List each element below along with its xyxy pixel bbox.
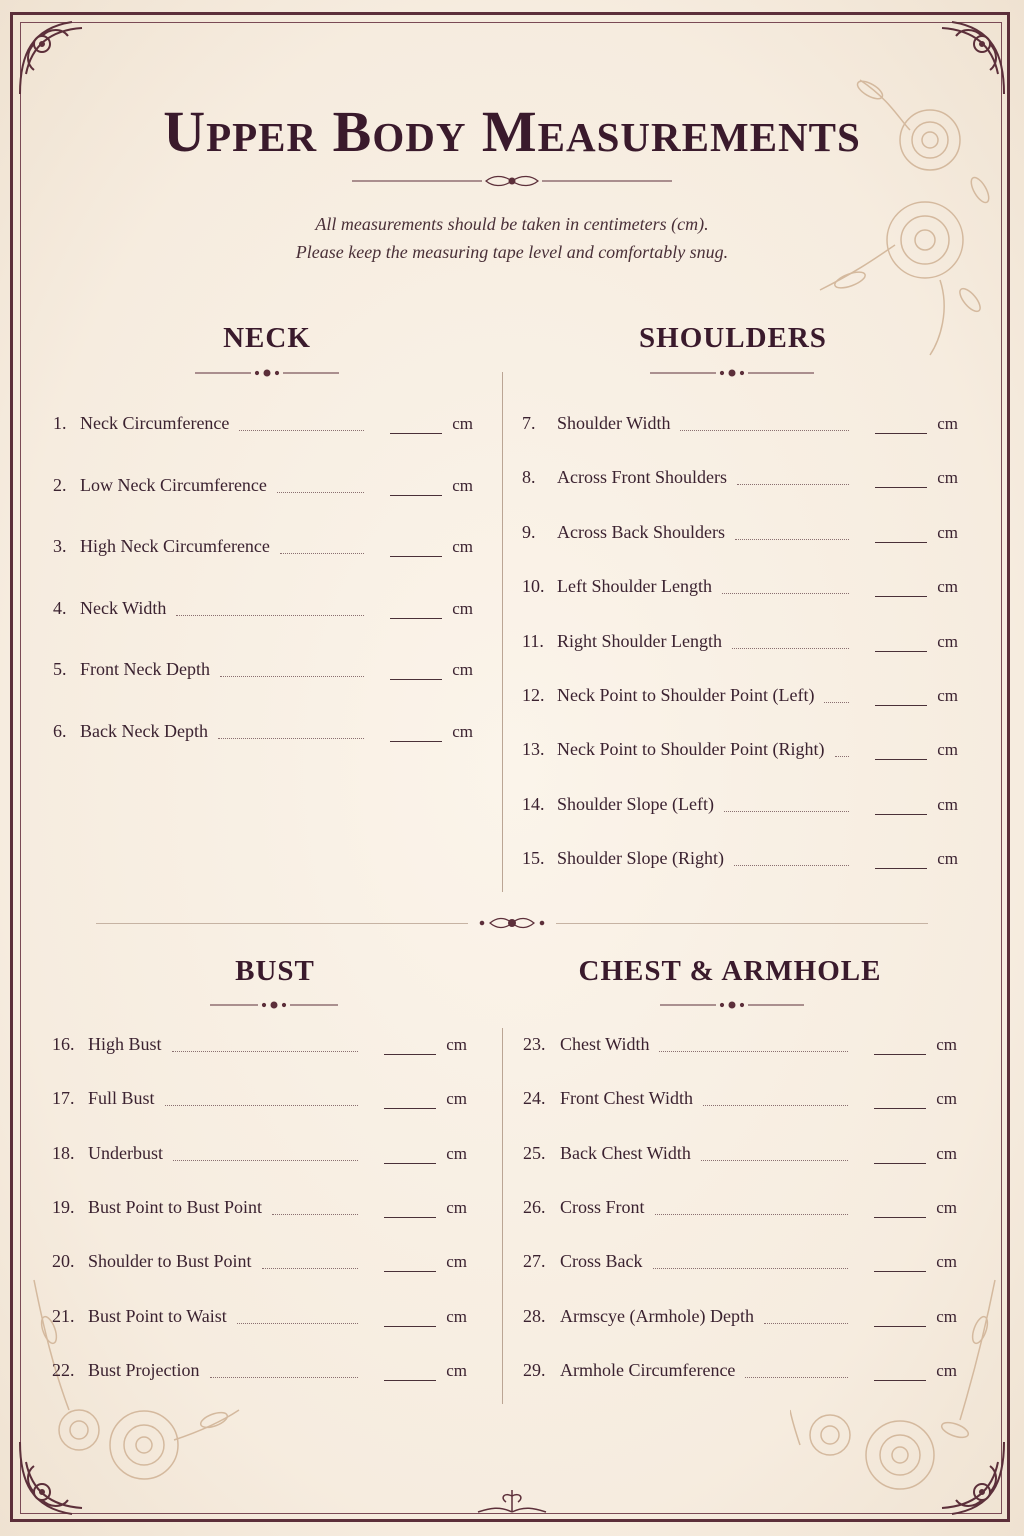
measurement-label: Across Back Shoulders (557, 522, 725, 542)
dot-leader (277, 491, 364, 493)
measurement-input-line[interactable] (384, 1107, 436, 1109)
dot-leader (745, 1376, 848, 1378)
measurement-input-line[interactable] (384, 1216, 436, 1218)
measurement-input-line[interactable] (390, 678, 442, 680)
measurement-row (523, 1197, 957, 1221)
measurement-row (523, 1360, 957, 1384)
divider-ornament-icon (474, 913, 550, 933)
measurement-input-line[interactable] (384, 1270, 436, 1272)
measurement-label: Low Neck Circumference (80, 475, 267, 495)
measurement-row (522, 685, 958, 709)
measurement-number: 3. (53, 536, 67, 556)
measurement-input-line[interactable] (390, 617, 442, 619)
measurement-number: 18. (52, 1143, 75, 1163)
measurement-input-line[interactable] (875, 486, 927, 488)
measurement-label: Armscye (Armhole) Depth (560, 1306, 754, 1326)
dot-leader (653, 1267, 849, 1269)
measurement-input-line[interactable] (384, 1162, 436, 1164)
measurement-input-line[interactable] (875, 541, 927, 543)
measurement-row (53, 536, 473, 560)
dot-leader (272, 1213, 358, 1215)
dot-leader (220, 675, 364, 677)
divider-ornament-icon (210, 998, 338, 1012)
measurement-row (52, 1197, 467, 1221)
measurement-number: 11. (522, 631, 544, 651)
measurement-number: 28. (523, 1306, 546, 1326)
unit-label: cm (937, 740, 958, 759)
measurement-label: High Neck Circumference (80, 536, 270, 556)
unit-label: cm (452, 722, 473, 741)
dot-leader (237, 1322, 358, 1324)
measurement-label: Shoulder Slope (Left) (557, 794, 714, 814)
divider-ornament-icon (470, 1486, 554, 1516)
measurement-input-line[interactable] (875, 758, 927, 760)
measurement-number: 21. (52, 1306, 75, 1326)
measurement-label: Neck Circumference (80, 413, 230, 433)
measurement-input-line[interactable] (875, 867, 927, 869)
dot-leader (724, 810, 849, 812)
divider-ornament-icon (352, 172, 672, 190)
dot-leader (172, 1050, 359, 1052)
dot-leader (165, 1104, 359, 1106)
measurement-number: 14. (522, 794, 545, 814)
measurement-row (522, 794, 958, 818)
measurement-row (522, 576, 958, 600)
measurement-label: Chest Width (560, 1034, 650, 1054)
unit-label: cm (446, 1361, 467, 1380)
measurement-number: 26. (523, 1197, 546, 1217)
measurement-row (522, 522, 958, 546)
dot-leader (680, 429, 849, 431)
dot-leader (737, 483, 849, 485)
dot-leader (280, 552, 364, 554)
measurement-number: 27. (523, 1251, 546, 1271)
unit-label: cm (446, 1252, 467, 1271)
unit-label: cm (937, 523, 958, 542)
measurement-row (522, 413, 958, 437)
measurement-row (523, 1143, 957, 1167)
unit-label: cm (446, 1307, 467, 1326)
measurement-number: 23. (523, 1034, 546, 1054)
measurement-row (523, 1034, 957, 1058)
dot-leader (210, 1376, 359, 1378)
measurement-input-line[interactable] (384, 1053, 436, 1055)
section-title-bust: BUST (235, 955, 315, 987)
measurement-input-line[interactable] (384, 1325, 436, 1327)
unit-label: cm (452, 599, 473, 618)
measurement-input-line[interactable] (875, 595, 927, 597)
measurement-number: 5. (53, 659, 67, 679)
measurement-row (52, 1088, 467, 1112)
measurement-number: 13. (522, 739, 545, 759)
measurement-input-line[interactable] (875, 704, 927, 706)
unit-label: cm (446, 1035, 467, 1054)
unit-label: cm (937, 468, 958, 487)
column-divider (502, 1028, 503, 1404)
dot-leader (262, 1267, 359, 1269)
measurement-row (52, 1306, 467, 1330)
measurement-label: Neck Point to Shoulder Point (Left) (557, 685, 815, 705)
measurement-row (522, 848, 958, 872)
section-title-neck: NECK (223, 322, 311, 354)
measurement-label: High Bust (88, 1034, 162, 1054)
measurement-number: 7. (522, 413, 536, 433)
unit-label: cm (936, 1252, 957, 1271)
dot-leader (659, 1050, 848, 1052)
measurement-label: Bust Projection (88, 1360, 200, 1380)
measurement-label: Back Chest Width (560, 1143, 691, 1163)
measurement-row (522, 739, 958, 763)
divider-ornament-icon (195, 366, 339, 380)
unit-label: cm (936, 1089, 957, 1108)
section-divider (556, 923, 928, 924)
measurement-row (52, 1251, 467, 1275)
dot-leader (734, 864, 849, 866)
measurement-label: Shoulder Width (557, 413, 671, 433)
measurement-row (523, 1306, 957, 1330)
measurement-number: 10. (522, 576, 545, 596)
measurement-label: Back Neck Depth (80, 721, 208, 741)
unit-label: cm (936, 1307, 957, 1326)
dot-leader (239, 429, 364, 431)
measurement-input-line[interactable] (875, 650, 927, 652)
measurement-number: 4. (53, 598, 67, 618)
dot-leader (173, 1159, 358, 1161)
measurement-input-line[interactable] (875, 432, 927, 434)
unit-label: cm (937, 414, 958, 433)
unit-label: cm (937, 849, 958, 868)
page-title: Upper Body Measurements (163, 99, 861, 164)
dot-leader (703, 1104, 848, 1106)
measurement-label: Front Neck Depth (80, 659, 210, 679)
measurement-input-line[interactable] (390, 555, 442, 557)
measurement-number: 24. (523, 1088, 546, 1108)
section-divider (96, 923, 468, 924)
measurement-input-line[interactable] (874, 1325, 926, 1327)
measurement-label: Front Chest Width (560, 1088, 693, 1108)
unit-label: cm (446, 1144, 467, 1163)
unit-label: cm (937, 795, 958, 814)
instructions (0, 210, 1024, 266)
measurement-number: 29. (523, 1360, 546, 1380)
measurement-input-line[interactable] (390, 740, 442, 742)
unit-label: cm (937, 632, 958, 651)
measurement-number: 1. (53, 413, 67, 433)
measurement-input-line[interactable] (874, 1379, 926, 1381)
measurement-number: 22. (52, 1360, 75, 1380)
section-title-shoulders: SHOULDERS (639, 322, 827, 354)
measurement-input-line[interactable] (390, 432, 442, 434)
measurement-number: 15. (522, 848, 545, 868)
measurement-label: Left Shoulder Length (557, 576, 712, 596)
measurement-input-line[interactable] (384, 1379, 436, 1381)
measurement-label: Shoulder to Bust Point (88, 1251, 252, 1271)
dot-leader (735, 538, 849, 540)
dot-leader (655, 1213, 849, 1215)
unit-label: cm (936, 1144, 957, 1163)
measurement-number: 25. (523, 1143, 546, 1163)
unit-label: cm (452, 414, 473, 433)
measurement-row (523, 1088, 957, 1112)
measurement-label: Right Shoulder Length (557, 631, 722, 651)
measurement-row (523, 1251, 957, 1275)
unit-label: cm (446, 1089, 467, 1108)
dot-leader (701, 1159, 848, 1161)
measurement-row (53, 598, 473, 622)
floral-ornament-icon (800, 40, 1000, 360)
measurement-label: Armhole Circumference (560, 1360, 736, 1380)
dot-leader (722, 592, 849, 594)
measurement-label: Across Front Shoulders (557, 467, 727, 487)
measurement-row (522, 631, 958, 655)
measurement-input-line[interactable] (874, 1270, 926, 1272)
measurement-label: Underbust (88, 1143, 163, 1163)
dot-leader (732, 647, 849, 649)
dot-leader (218, 737, 364, 739)
measurement-input-line[interactable] (874, 1053, 926, 1055)
unit-label: cm (937, 577, 958, 596)
measurement-number: 2. (53, 475, 67, 495)
unit-label: cm (936, 1198, 957, 1217)
dot-leader (835, 755, 850, 757)
measurement-label: Cross Front (560, 1197, 645, 1217)
section-title-chest-armhole: CHEST & ARMHOLE (578, 955, 882, 987)
unit-label: cm (446, 1198, 467, 1217)
unit-label: cm (452, 537, 473, 556)
corner-flourish-icon (12, 14, 102, 104)
measurement-label: Full Bust (88, 1088, 155, 1108)
unit-label: cm (452, 476, 473, 495)
measurement-number: 16. (52, 1034, 75, 1054)
measurement-label: Neck Width (80, 598, 167, 618)
measurement-row (53, 721, 473, 745)
measurement-input-line[interactable] (874, 1162, 926, 1164)
unit-label: cm (936, 1035, 957, 1054)
measurement-row (53, 413, 473, 437)
measurement-label: Cross Back (560, 1251, 643, 1271)
measurement-input-line[interactable] (874, 1107, 926, 1109)
measurement-number: 17. (52, 1088, 75, 1108)
divider-ornament-icon (660, 998, 804, 1012)
measurement-input-line[interactable] (874, 1216, 926, 1218)
measurement-label: Neck Point to Shoulder Point (Right) (557, 739, 825, 759)
measurement-row (52, 1034, 467, 1058)
measurement-row (53, 475, 473, 499)
column-divider (502, 372, 503, 892)
unit-label: cm (937, 686, 958, 705)
measurement-label: Bust Point to Bust Point (88, 1197, 263, 1217)
measurement-number: 12. (522, 685, 545, 705)
divider-ornament-icon (650, 366, 814, 380)
dot-leader (764, 1322, 848, 1324)
unit-label: cm (452, 660, 473, 679)
measurement-number: 6. (53, 721, 67, 741)
measurement-row (522, 467, 958, 491)
measurement-row (53, 659, 473, 683)
measurement-number: 19. (52, 1197, 75, 1217)
measurement-input-line[interactable] (875, 813, 927, 815)
measurement-number: 9. (522, 522, 536, 542)
instructions-line-2: Please keep the measuring tape level and comfortably snug. (295, 242, 729, 262)
unit-label: cm (936, 1361, 957, 1380)
measurement-number: 8. (522, 467, 536, 487)
measurement-input-line[interactable] (390, 494, 442, 496)
measurement-number: 20. (52, 1251, 75, 1271)
measurement-label: Bust Point to Waist (88, 1306, 227, 1326)
dot-leader (824, 701, 849, 703)
instructions-line-1: All measurements should be taken in centimeters (cm). (315, 214, 709, 234)
measurement-row (52, 1143, 467, 1167)
measurement-row (52, 1360, 467, 1384)
measurement-label: Shoulder Slope (Right) (557, 848, 724, 868)
dot-leader (176, 614, 364, 616)
